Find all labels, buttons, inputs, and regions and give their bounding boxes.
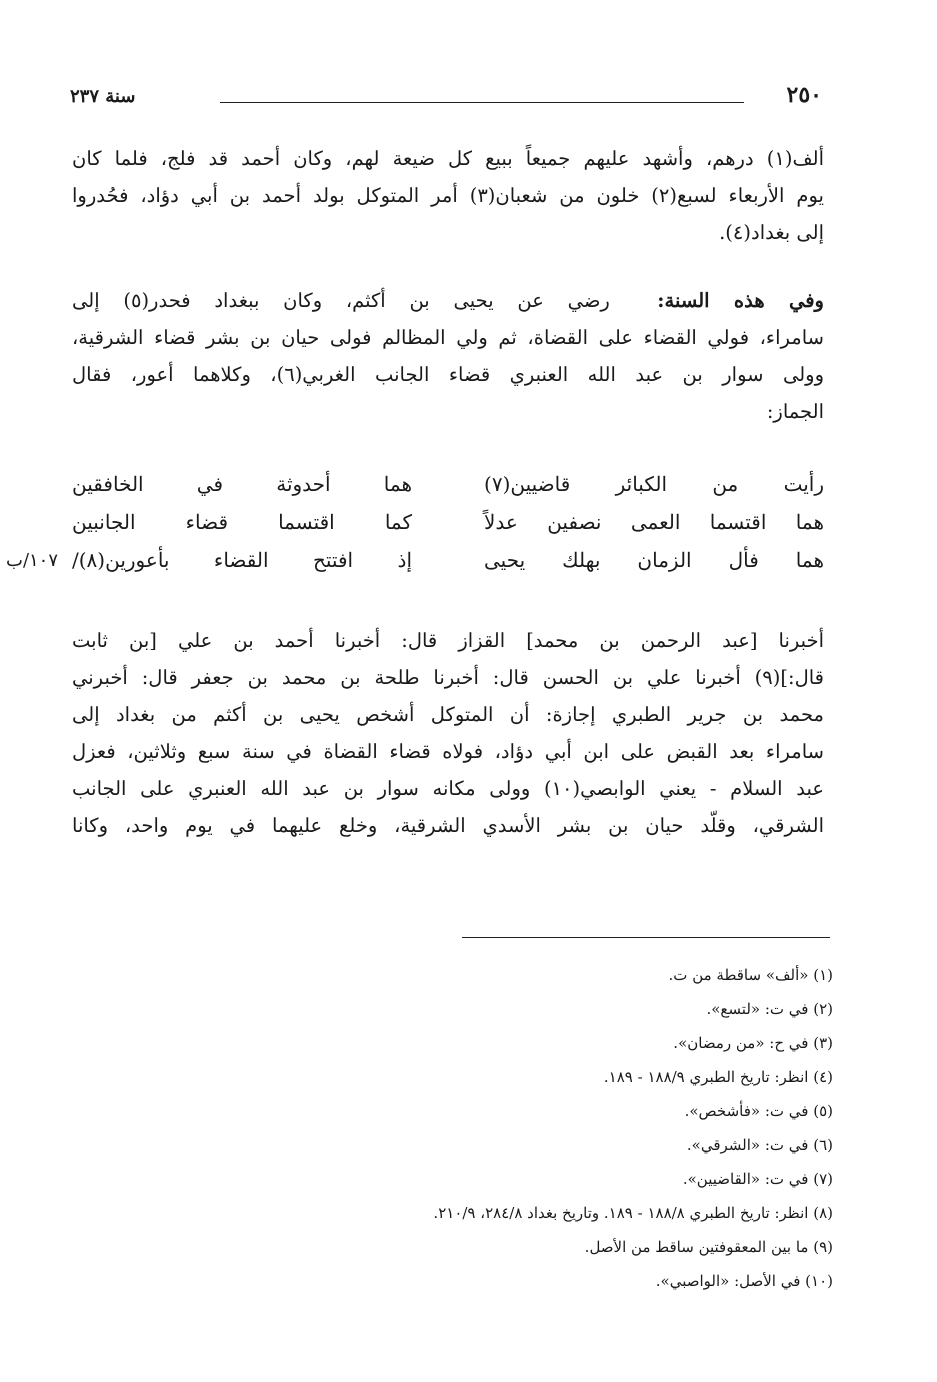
footnote: (٥) في ت: «فأشخص». [684,1102,833,1120]
footnote: (٣) في ح: «من رمضان». [673,1034,833,1052]
manuscript-folio-marker: ١٠٧/ب [6,550,59,571]
paragraph-1 [72,140,824,251]
text-line: وولى سوار بن عبد الله العنبري قضاء الجانب الغربي(٦)، وكلاهما أعور، فقال [72,363,824,386]
footnote: (٤) انظر: تاريخ الطبري ١٨٨/٩ - ١٨٩. [603,1068,833,1086]
poem-verse [72,510,824,548]
verse-first-hemistich: رأيت من الكبائر قاضيين(٧) [484,472,824,496]
verse-second-hemistich: إذ افتتح القضاء بأعورين(٨)/ [72,548,412,572]
text-line: الشرقي، وقلّد حيان بن بشر الأسدي الشرقية، وخلع عليهما في يوم واحد، وكانا [72,814,824,837]
footnote: (٩) ما بين المعقوفتين ساقط من الأصل. [584,1238,833,1256]
paragraph-3 [72,622,824,844]
paragraph-2 [72,282,824,430]
paragraph-lead: وفي هذه السنة: [657,289,824,312]
footnote: (١٠) في الأصل: «الواصبي». [655,1272,833,1290]
text-line: محمد بن جرير الطبري إجازة: أن المتوكل أشخص يحيى بن أكثم من بغداد إلى [72,703,824,726]
text-segment: رضي عن يحيى بن أكثم، وكان ببغداد فحدر(٥) إلى [72,289,610,312]
poem-verse [72,472,824,510]
verse-second-hemistich: هما أحدوثة في الخافقين [72,472,412,496]
footnotes [193,958,833,1298]
page-header [70,82,822,112]
text-line: سامراء بعد القبض على ابن أبي دؤاد، فولاه قضاء القضاة في سنة سبع وثلاثين، فعزل [72,740,824,763]
footnote: (٧) في ت: «القاضيين». [682,1170,833,1188]
footnote: (٦) في ت: «الشرقي». [686,1136,833,1154]
verse-first-hemistich: هما فأل الزمان بهلك يحيى [484,548,824,572]
footnote: (١) «ألف» ساقطة من ت. [668,966,833,984]
text-line: يوم الأربعاء لسبع(٢) خلون من شعبان(٣) أمر المتوكل بولد أحمد بن أبي دؤاد، فحُدروا [72,184,824,207]
text-line: سامراء، فولي القضاء على القضاة، ثم ولي المظالم فولى حيان بن بشر قضاء الشرقية، [72,326,824,349]
verse-first-hemistich: هما اقتسما العمى نصفين عدلاً [484,510,824,534]
text-line: قال:](٩) أخبرنا علي بن الحسن قال: أخبرنا طلحة بن محمد بن جعفر قال: أخبرني [72,666,824,689]
footnote-separator [462,937,830,938]
page-number: ٢٥٠ [786,82,822,108]
text-line: الجماز: [766,400,824,423]
footnote: (٢) في ت: «لتسع». [706,1000,833,1018]
footnote: (٨) انظر: تاريخ الطبري ١٨٨/٨ - ١٨٩. وتاريخ بغداد ٢٨٤/٨، ٢١٠/٩. [433,1204,833,1222]
text-line: عبد السلام - يعني الوابصي(١٠) وولى مكانه سوار بن عبد الله العنبري على الجانب [72,777,824,800]
poem-verse [6,548,824,586]
text-line: أخبرنا [عبد الرحمن بن محمد] القزاز قال: أخبرنا أحمد بن علي [بن ثابت [72,629,824,652]
text-line: إلى بغداد(٤). [719,221,824,244]
header-rule [220,102,744,103]
text-line: ألف(١) درهم، وأشهد عليهم جميعاً ببيع كل ضيعة لهم، وكان أحمد قد فلج، فلما كان [72,147,824,170]
text-line [72,282,824,319]
running-head: سنة ٢٣٧ [70,86,136,107]
verse-second-hemistich: كما اقتسما قضاء الجانبين [72,510,412,534]
poem [6,472,824,586]
